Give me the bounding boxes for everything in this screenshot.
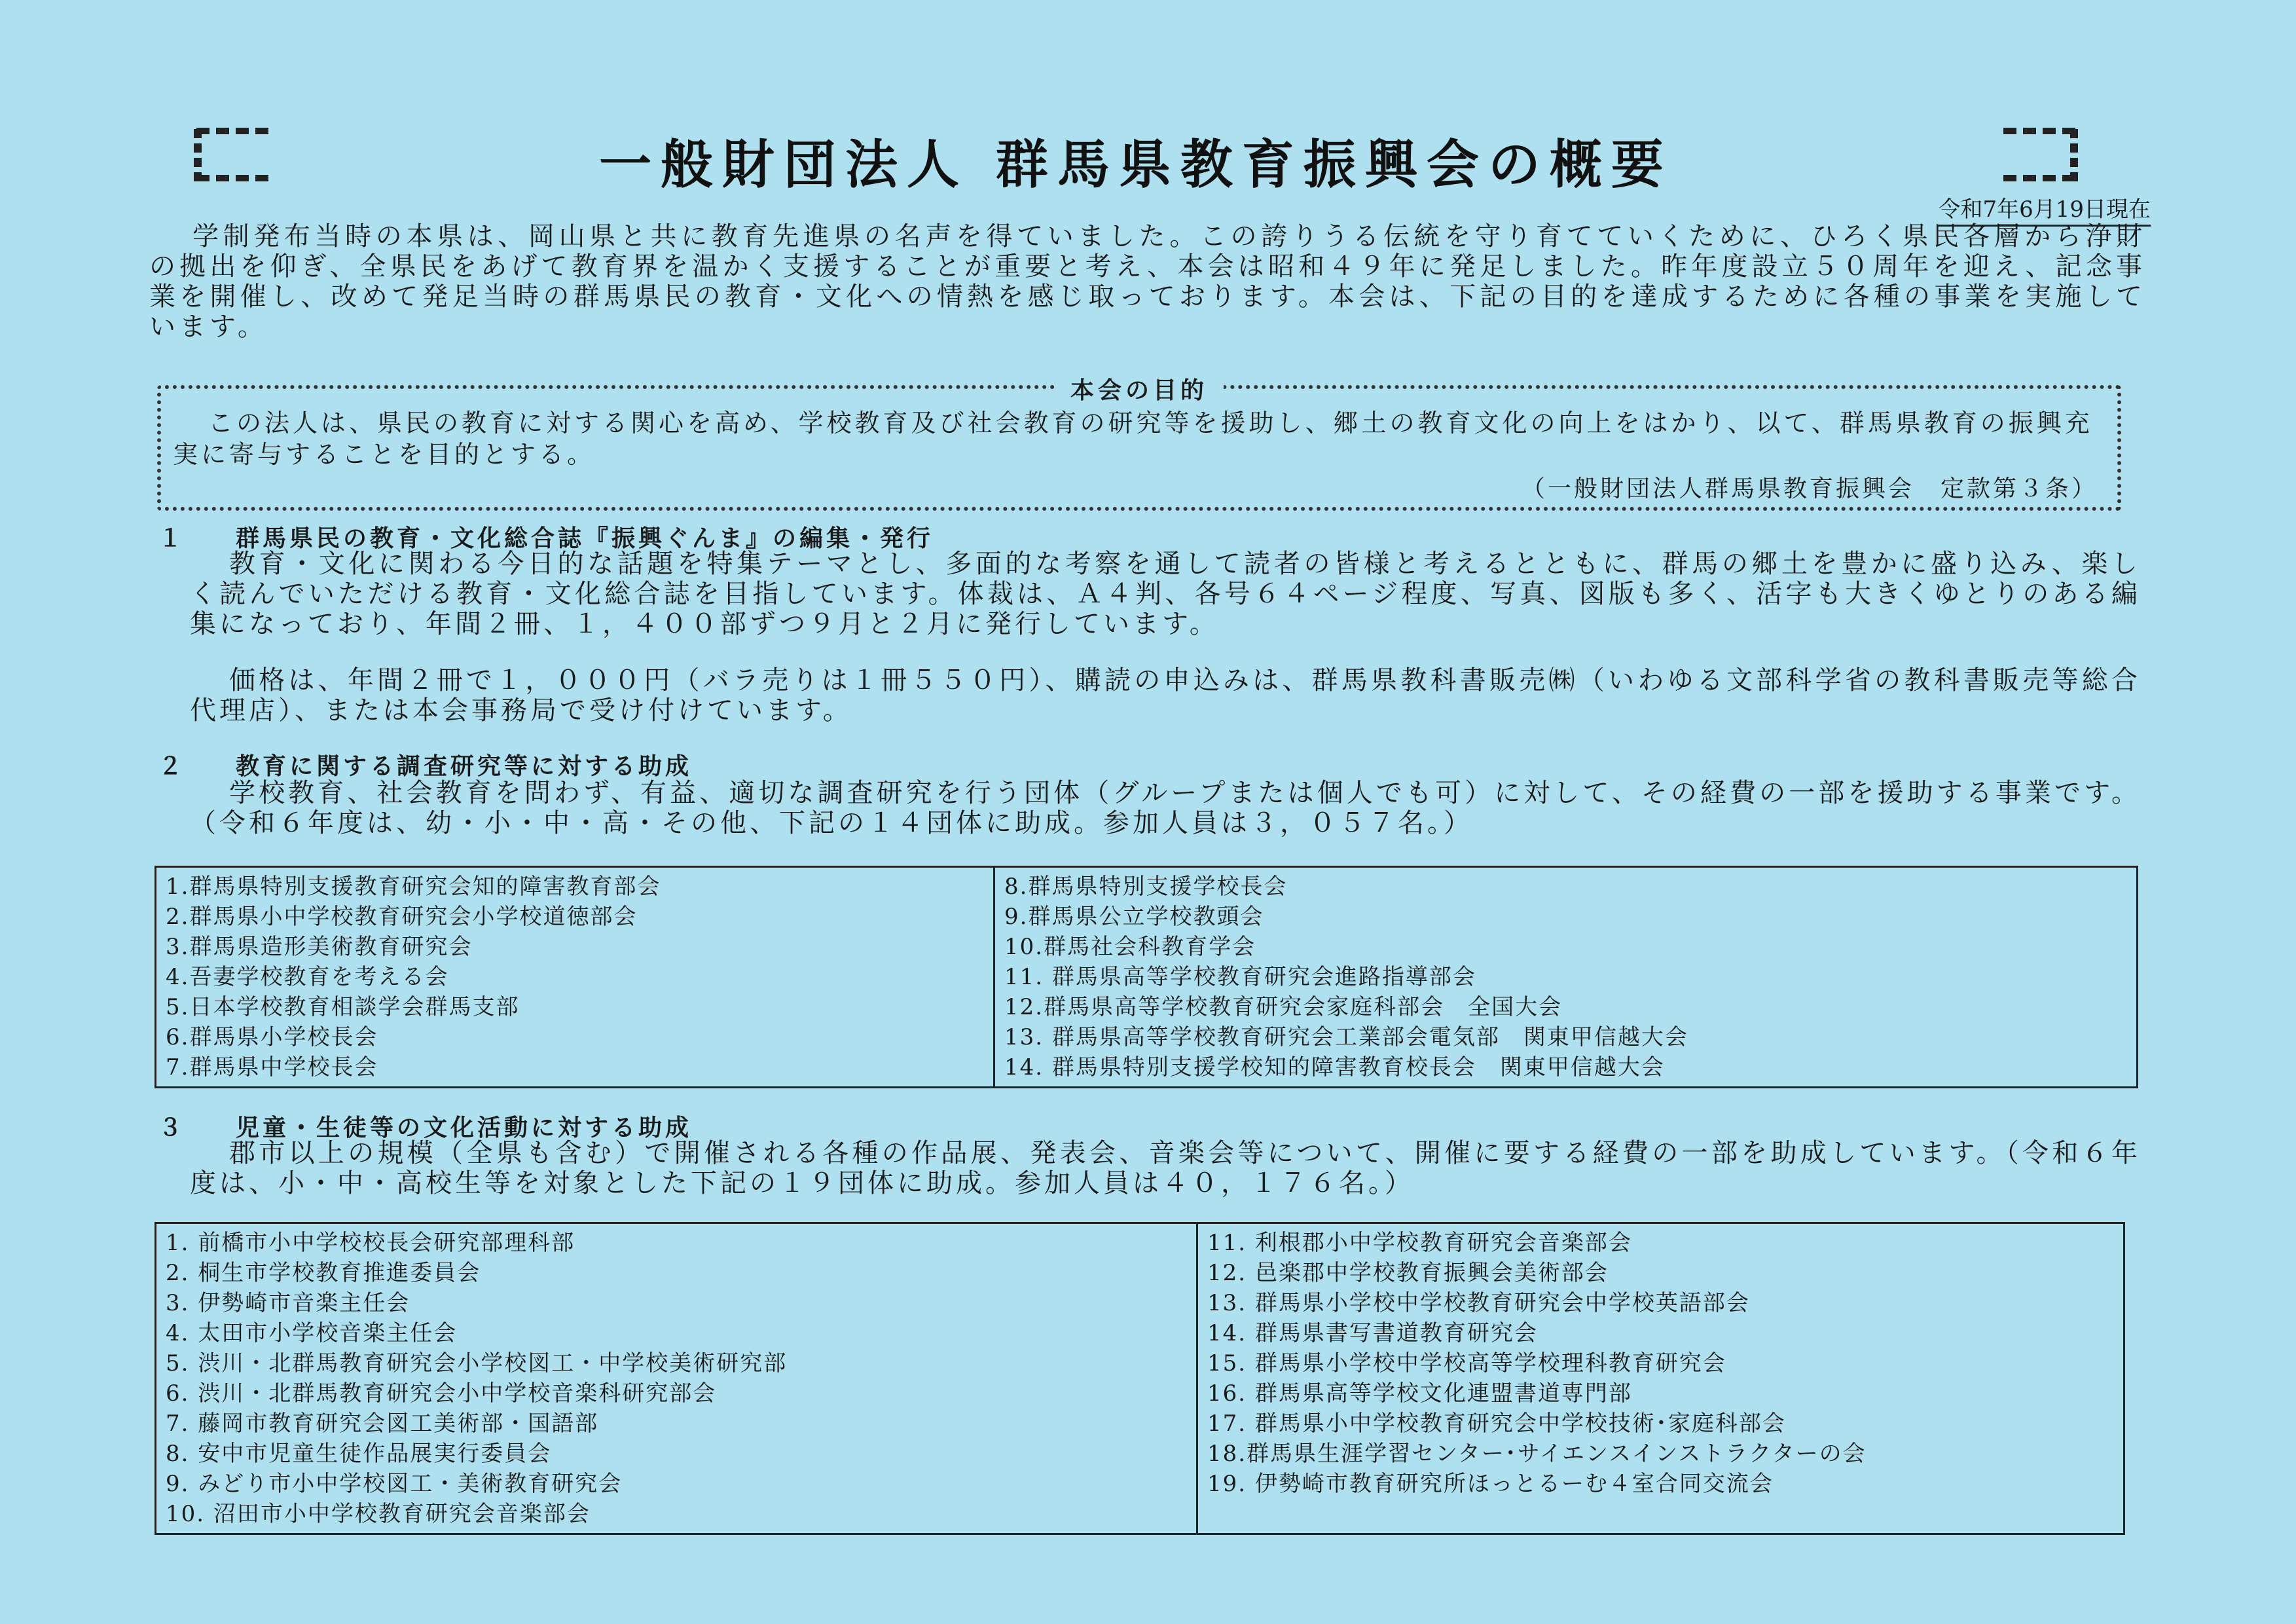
purpose-citation: （一般財団法人群馬県教育振興会 定款第３条）: [1521, 475, 2098, 502]
title-banner: [196, 128, 2075, 195]
org-item: 3.群馬県造形美術教育研究会: [166, 934, 473, 960]
org-item: 8.群馬県特別支援学校長会: [1004, 874, 1288, 900]
section-number: １: [158, 525, 186, 552]
org-item: 1.群馬県特別支援教育研究会知的障害教育部会: [166, 874, 661, 900]
org-item: 4. 太田市小学校音楽主任会: [166, 1320, 458, 1346]
org-item: 11. 群馬県高等学校教育研究会進路指導部会: [1004, 964, 1476, 990]
org-item: 8. 安中市児童生徒作品展実行委員会: [166, 1441, 552, 1467]
page-title: 一般財団法人 群馬県教育振興会の概要: [272, 122, 2000, 198]
org-item: 1. 前橋市小中学校校長会研究部理科部: [166, 1230, 575, 1256]
org-item: 15. 群馬県小学校中学校高等学校理科教育研究会: [1207, 1350, 1726, 1376]
org-item: 9. みどり市小中学校図工・美術教育研究会: [166, 1471, 623, 1497]
section-2-org-table: [155, 866, 2138, 1088]
intro-paragraph: 学制発布当時の本県は、岡山県と共に教育先進県の名声を得ていました。この誇りうる伝統を守り育てていくために、ひろく県民各層から浄財の拠出を仰ぎ、全県民をあげて教育界を温かく支援することが重要と考え、本会は昭和４９年に発足しました。昨年度設立５０周年を迎え、記念事業を開催し、改めて発足当時の群馬県民の教育・文化への情熱を感じ取っております。本会は、下記の目的を達成するために各種の事業を実施しています。: [149, 221, 2146, 342]
org-item: 5. 渋川・北群馬教育研究会小学校図工・中学校美術研究部: [166, 1350, 788, 1376]
section-number: ３: [158, 1115, 186, 1141]
org-column-right: [994, 867, 2138, 1088]
org-column-left: [156, 1223, 1197, 1534]
org-item: 10. 沼田市小中学校教育研究会音楽部会: [166, 1501, 591, 1527]
purpose-box: [157, 377, 2121, 511]
section-title: 教育に関する調査研究等に対する助成: [236, 753, 693, 780]
org-item: 13. 群馬県小学校中学校教育研究会中学校英語部会: [1207, 1290, 1750, 1316]
org-item: 11. 利根郡小中学校教育研究会音楽部会: [1207, 1230, 1632, 1256]
org-item: 14. 群馬県書写書道教育研究会: [1207, 1320, 1538, 1346]
section-3-body: 郡市以上の規模（全県も含む）で開催される各種の作品展、発表会、音楽会等について、開催に要する経費の一部を助成しています。（令和６年度は、小・中・高校生等を対象とした下記の１９団体に助成。参加人員は４０，１７６名。）: [190, 1138, 2141, 1198]
org-item: 6.群馬県小学校長会: [166, 1024, 378, 1050]
org-item: 17. 群馬県小中学校教育研究会中学校技術･家庭科部会: [1207, 1411, 1786, 1437]
org-item: 14. 群馬県特別支援学校知的障害教育校長会 関東甲信越大会: [1004, 1054, 1665, 1080]
org-item: 16. 群馬県高等学校文化連盟書道専門部: [1207, 1380, 1632, 1407]
section-title: 児童・生徒等の文化活動に対する助成: [236, 1115, 693, 1141]
org-item: 2. 桐生市学校教育推進委員会: [166, 1260, 481, 1286]
org-item: 12.群馬県高等学校教育研究会家庭科部会 全国大会: [1004, 994, 1563, 1020]
org-column-right: [1197, 1223, 2124, 1534]
section-1-body-price: 価格は、年間２冊で１，０００円（バラ売りは１冊５５０円）、購読の申込みは、群馬県教科書販売㈱（いわゆる文部科学省の教科書販売等総合代理店）、または本会事務局で受け付けています。: [190, 665, 2141, 726]
org-item: 12. 邑楽郡中学校教育振興会美術部会: [1207, 1260, 1609, 1286]
org-item: 3. 伊勢崎市音楽主任会: [166, 1290, 410, 1316]
org-item: 13. 群馬県高等学校教育研究会工業部会電気部 関東甲信越大会: [1004, 1024, 1688, 1050]
org-item: 2.群馬県小中学校教育研究会小学校道徳部会: [166, 904, 638, 930]
section-2-heading: [158, 748, 692, 781]
section-3-org-table: [155, 1222, 2125, 1535]
org-item: 7.群馬県中学校長会: [166, 1054, 378, 1080]
org-item: 4.吾妻学校教育を考える会: [166, 964, 449, 990]
org-item: 5.日本学校教育相談学会群馬支部: [166, 994, 520, 1020]
org-item: 9.群馬県公立学校教頭会: [1004, 904, 1264, 930]
org-column-left: [156, 867, 994, 1088]
section-2-body: 学校教育、社会教育を問わず、有益、適切な調査研究を行う団体（グループまたは個人でも可）に対して、その経費の一部を援助する事業です。（令和６年度は、幼・小・中・高・その他、下記の１４団体に助成。参加人員は３，０５７名。）: [190, 778, 2141, 838]
section-number: ２: [158, 753, 186, 780]
org-item: 6. 渋川・北群馬教育研究会小中学校音楽科研究部会: [166, 1380, 717, 1407]
org-item: 19. 伊勢崎市教育研究所ほっとるーむ４室合同交流会: [1207, 1471, 1774, 1497]
as-of-date: 令和7年6月19日現在: [1938, 191, 2151, 227]
section-title: 群馬県民の教育・文化総合誌『振興ぐんま』の編集・発行: [236, 525, 934, 552]
org-item: 18.群馬県生涯学習センター･サイエンスインストラクターの会: [1207, 1441, 1867, 1467]
purpose-text: この法人は、県民の教育に対する関心を高め、学校教育及び社会教育の研究等を援助し、郷土の教育文化の向上をはかり、以て、群馬県教育の振興充実に寄与することを目的とする。: [173, 409, 2093, 469]
purpose-title: 本会の目的: [1055, 377, 1224, 404]
section-1-body: 教育・文化に関わる今日的な話題を特集テーマとし、多面的な考察を通して読者の皆様と考えるとともに、群馬の郷土を豊かに盛り込み、楽しく読んでいただける教育・文化総合誌を目指しています。体裁は、Ａ４判、各号６４ページ程度、写真、図版も多く、活字も大きくゆとりのある編集になっており、年間２冊、１，４００部ずつ９月と２月に発行しています。: [190, 549, 2141, 639]
org-item: 10.群馬社会科教育学会: [1004, 934, 1256, 960]
org-item: 7. 藤岡市教育研究会図工美術部・国語部: [166, 1411, 599, 1437]
